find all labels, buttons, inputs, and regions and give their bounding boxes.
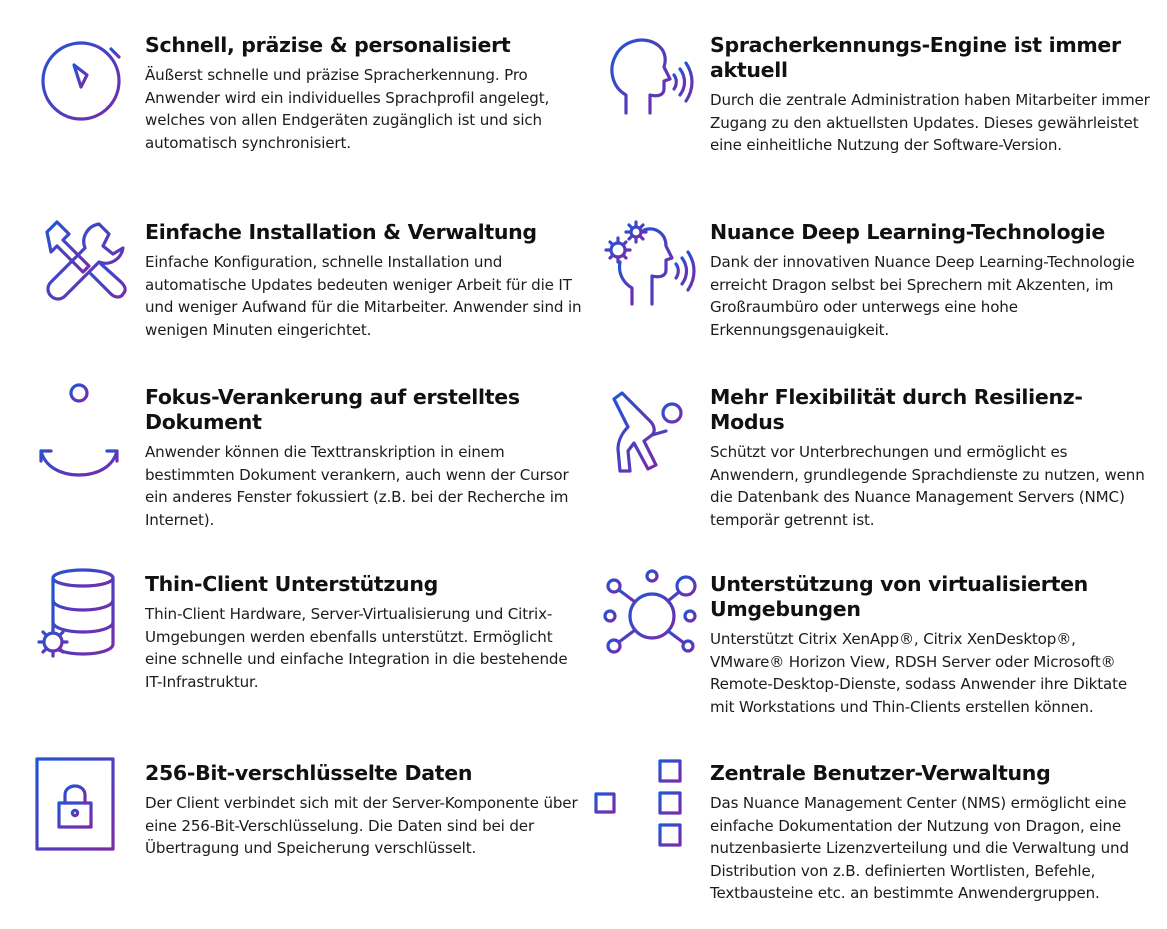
feature-engine-current (710, 33, 1150, 157)
feature-virtualization (710, 572, 1150, 718)
head-gears-icon (604, 216, 696, 308)
feature-title: Zentrale Benutzer-Verwaltung (710, 761, 1051, 785)
anchor-icon (39, 381, 131, 473)
feature-description: Thin-Client Hardware, Server-Virtualisierung und Citrix-Umgebungen werden ebenfalls unterstützt. Ermöglicht eine schnelle und einfache Integration in die bestehende IT-Infrastruktur. (145, 605, 568, 691)
feature-description: Unterstützt Citrix XenApp®, Citrix XenDesktop®, VMware® Horizon View, RDSH Server oder Microsoft® Remote-Desktop-Dienste, sodass Anwender ihre Diktate mit Workstations und Thin-Clients erstellen können. (710, 630, 1127, 716)
feature-user-management (710, 761, 1150, 905)
feature-title: Fokus-Verankerung auf erstelltes Dokument (145, 385, 520, 434)
feature-description: Äußerst schnelle und präzise Spracherkennung. Pro Anwender wird ein individuelles Sprachprofil angelegt, welches von allen Endgeräten zugänglich ist und sich automatisch synchronisiert. (145, 66, 550, 152)
feature-description: Durch die zentrale Administration haben Mitarbeiter immer Zugang zu den aktuellsten Updates. Dieses gewährleistet eine einheitliche Nutzung der Software-Version. (710, 91, 1150, 155)
feature-deep-learning (710, 220, 1150, 341)
feature-description: Einfache Konfiguration, schnelle Installation und automatische Updates bedeuten weniger Arbeit für die IT und weniger Aufwand für die Mitarbeiter. Anwender sind in wenigen Minuten eingerichtet. (145, 253, 582, 339)
feature-title: Unterstützung von virtualisierten Umgebungen (710, 572, 1088, 621)
feature-description: Anwender können die Texttranskription in einem bestimmten Dokument verankern, auch wenn der Cursor ein anderes Fenster fokussiert (z.B. bei der Recherche im Internet). (145, 443, 569, 529)
wrench-screwdriver-icon (39, 216, 131, 308)
stretching-person-icon (604, 381, 696, 473)
hierarchy-tree-icon (604, 757, 696, 849)
feature-fast-precise (145, 33, 585, 154)
feature-description: Der Client verbindet sich mit der Server-Komponente über eine 256-Bit-Verschlüsselung. Die Daten sind bei der Übertragung und Speicherung verschlüsselt. (145, 794, 578, 858)
feature-title: Spracherkennungs-Engine ist immer aktuell (710, 33, 1121, 82)
network-hub-icon (604, 568, 696, 660)
feature-title: Nuance Deep Learning-Technologie (710, 220, 1106, 244)
feature-title: Mehr Flexibilität durch Resilienz-Modus (710, 385, 1083, 434)
stopwatch-icon (39, 29, 131, 121)
feature-title: 256-Bit-verschlüsselte Daten (145, 761, 473, 785)
feature-encryption (145, 761, 585, 860)
padlock-icon (39, 757, 131, 849)
feature-description: Dank der innovativen Nuance Deep Learning-Technologie erreicht Dragon selbst bei Sprechern mit Akzenten, im Großraumbüro oder unterwegs eine hohe Erkennungsgenauigkeit. (710, 253, 1135, 339)
database-gear-icon (39, 568, 131, 660)
feature-title: Thin-Client Unterstützung (145, 572, 438, 596)
feature-title: Schnell, präzise & personalisiert (145, 33, 511, 57)
speaking-head-icon (604, 29, 696, 121)
feature-description: Das Nuance Management Center (NMS) ermöglicht eine einfache Dokumentation der Nutzung von Dragon, eine nutzenbasierte Lizenzverteilung und die Verwaltung und Distribution von z.B. definierten Wortlisten, Befehle, Textbausteine etc. an bestimmte Anwendergruppen. (710, 794, 1129, 903)
feature-description: Schützt vor Unterbrechungen und ermöglicht es Anwendern, grundlegende Sprachdienste zu nutzen, wenn die Datenbank des Nuance Management Servers (NMC) temporär getrennt ist. (710, 443, 1145, 529)
feature-installation (145, 220, 585, 341)
feature-thin-client (145, 572, 585, 693)
feature-title: Einfache Installation & Verwaltung (145, 220, 537, 244)
feature-resilience (710, 385, 1150, 531)
feature-focus-anchor (145, 385, 585, 531)
